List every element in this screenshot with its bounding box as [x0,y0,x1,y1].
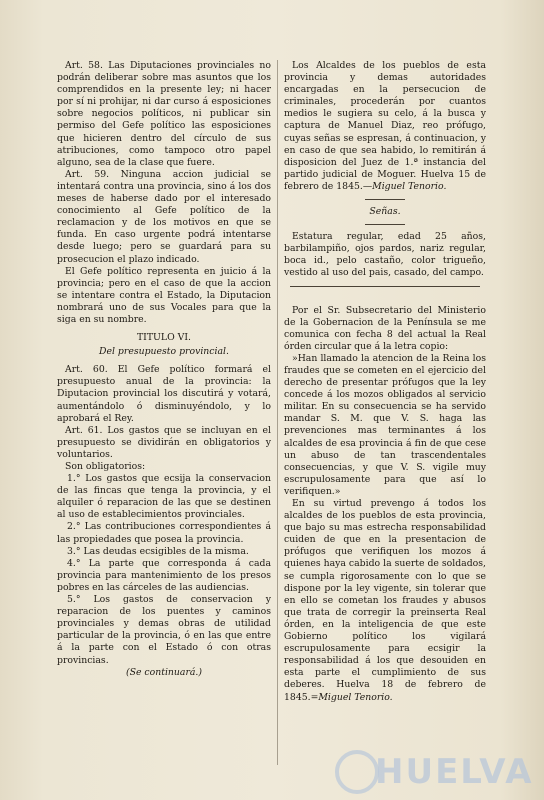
obligatorios-label: Son obligatorios: [65,461,146,472]
alcaldes-signature: Miguel Tenorio. [372,180,447,192]
section-rule [365,224,405,225]
right-column [284,60,486,704]
real-orden-quote: »Han llamado la atencion de la Reina los fraudes que se cometen en el ejercicio del derecho de presentar prófugos que la ley concede á los mozos obligados al servicio militar. En su consecuencia se ha servido mandar S. M. que V. S. haga las prevenciones mas terminantes á los alcaldes de esa provincia á fin de que cese un abuso de tan trascendentales consecuencias, y que V. S. vigile muy escrupulosamente para que así lo verifiquen.» [284,352,486,497]
item-5: 5.° Los gastos de conservacion y reparacion de los puentes y caminos provinciales y demas obras de utilidad particular de la provincia, ó en las que entre á la parte con el Estado ó con otras provincias. [57,594,271,666]
senas-title: Señas. [369,206,401,218]
continuara-note: (Se continuará.) [125,666,203,678]
section-rule [365,199,405,200]
item-1: 1.° Los gastos que ecsija la conservacion de las fincas que tenga la provincia, y el alquiler ó reparacion de las que se destinen al uso de establecimientos provinciales. [57,473,271,521]
subsecretario-intro: Por el Sr. Subsecretario del Ministerio de la Gobernacion de la Península se me comunica con fecha 8 del actual la Real órden circular que á la letra copio: [284,304,486,352]
item-4: 4.° La parte que corresponda á cada provincia para mantenimiento de los presos pobres en las cárceles de las audiencias. [57,557,271,593]
left-column [57,60,271,679]
alcaldes-notice: Los Alcaldes de los pueblos de esta provincia y demas autoridades encargadas en la persecucion de criminales, procederán por cuantos medios le sugiera su celo, á la busca y captura de Manuel Diaz, reo prófugo, cuyas señas se espresan, á continuacion, y en caso de que sea habido, lo remitirán á disposicion del Juez de 1.ª instancia del partido judicial de Moguer. Huelva 15 de febrero de 1845.—Miguel Tenorio. [284,60,486,192]
virtud-signature: Miguel Tenorio. [318,691,393,703]
huelva-watermark: HUELVA [375,752,534,792]
article-59: Art. 59. Ninguna accion judicial se intentará contra una provincia, sino á los dos meses de haberse dado por el interesado conocimiento al Gefe político de la reclamacion y de los motivos en que se funda. En caso urgente podrá intentarse desde luego; pero se guardará para su prosecucion el plazo indicado. [57,168,271,265]
title-vi: TITULO VI. [136,332,191,344]
column-divider [277,60,278,765]
article-61: Art. 61. Los gastos que se incluyan en el presupuesto se dividirán en obligatorios y voluntarios. [57,424,271,460]
subtitle-presupuesto: Del presupuesto provincial. [99,346,229,358]
virtud-paragraph: En su virtud prevengo á todos los alcaldes de los pueblos de esta provincia, que bajo su mas estrecha responsabilidad cuiden de que en la presentacion de prófugos que verifiquen los mozos á quienes haya cabido la suerte de soldados, se cumpla rigorosamente con lo que se dispone por la ley vigente, sin tolerar que en ello se cometan los fraudes y abusos que trata de corregir la preinserta Real órden, en la inteligencia de que este Gobierno político los vigilará escrupulosamente para ecsigir la responsabilidad á los que desouiden en esta parte el cumplimiento de sus deberes. Huelva 18 de febrero de 1845.=Miguel Tenorio. [284,498,486,703]
gefe-politico-paragraph: El Gefe político representa en juicio á la provincia; pero en el caso de que la accion se intentare contra el Estado, la Diputacion nombrará uno de sus Vocales para que la siga en su nombre. [57,265,271,325]
item-3: 3.° Las deudas ecsigibles de la misma. [67,545,249,557]
item-2: 2.° Las contribuciones correspondientes á las propiedades que posea la provincia. [57,521,271,545]
huelva-logo-icon [335,750,379,794]
article-58: Art. 58. Las Diputaciones provinciales no podrán deliberar sobre mas asuntos que los comprendidos en la presente ley; ni hacer por sí ni prohijar, ni dar curso á esposiciones sobre negocios políticos, ni publicar sin permiso del Gefe político las esposiciones que hicieren dentro del círculo de sus atribuciones, como tampoco otro papel alguno, sea de la clase que fuere. [57,60,271,168]
article-60: Art. 60. El Gefe político formará el presupuesto anual de la provincia: la Diputacion provincial los discutirá y votará, aumentándolo ó disminuyéndolo, y lo aprobará el Rey. [57,364,271,424]
senas-description: Estatura regular, edad 25 años, barbilampiño, ojos pardos, nariz regular, boca id., pelo castaño, color trigueño, vestido al uso del pais, casado, del campo. [284,231,486,279]
separator-rule [290,286,480,287]
